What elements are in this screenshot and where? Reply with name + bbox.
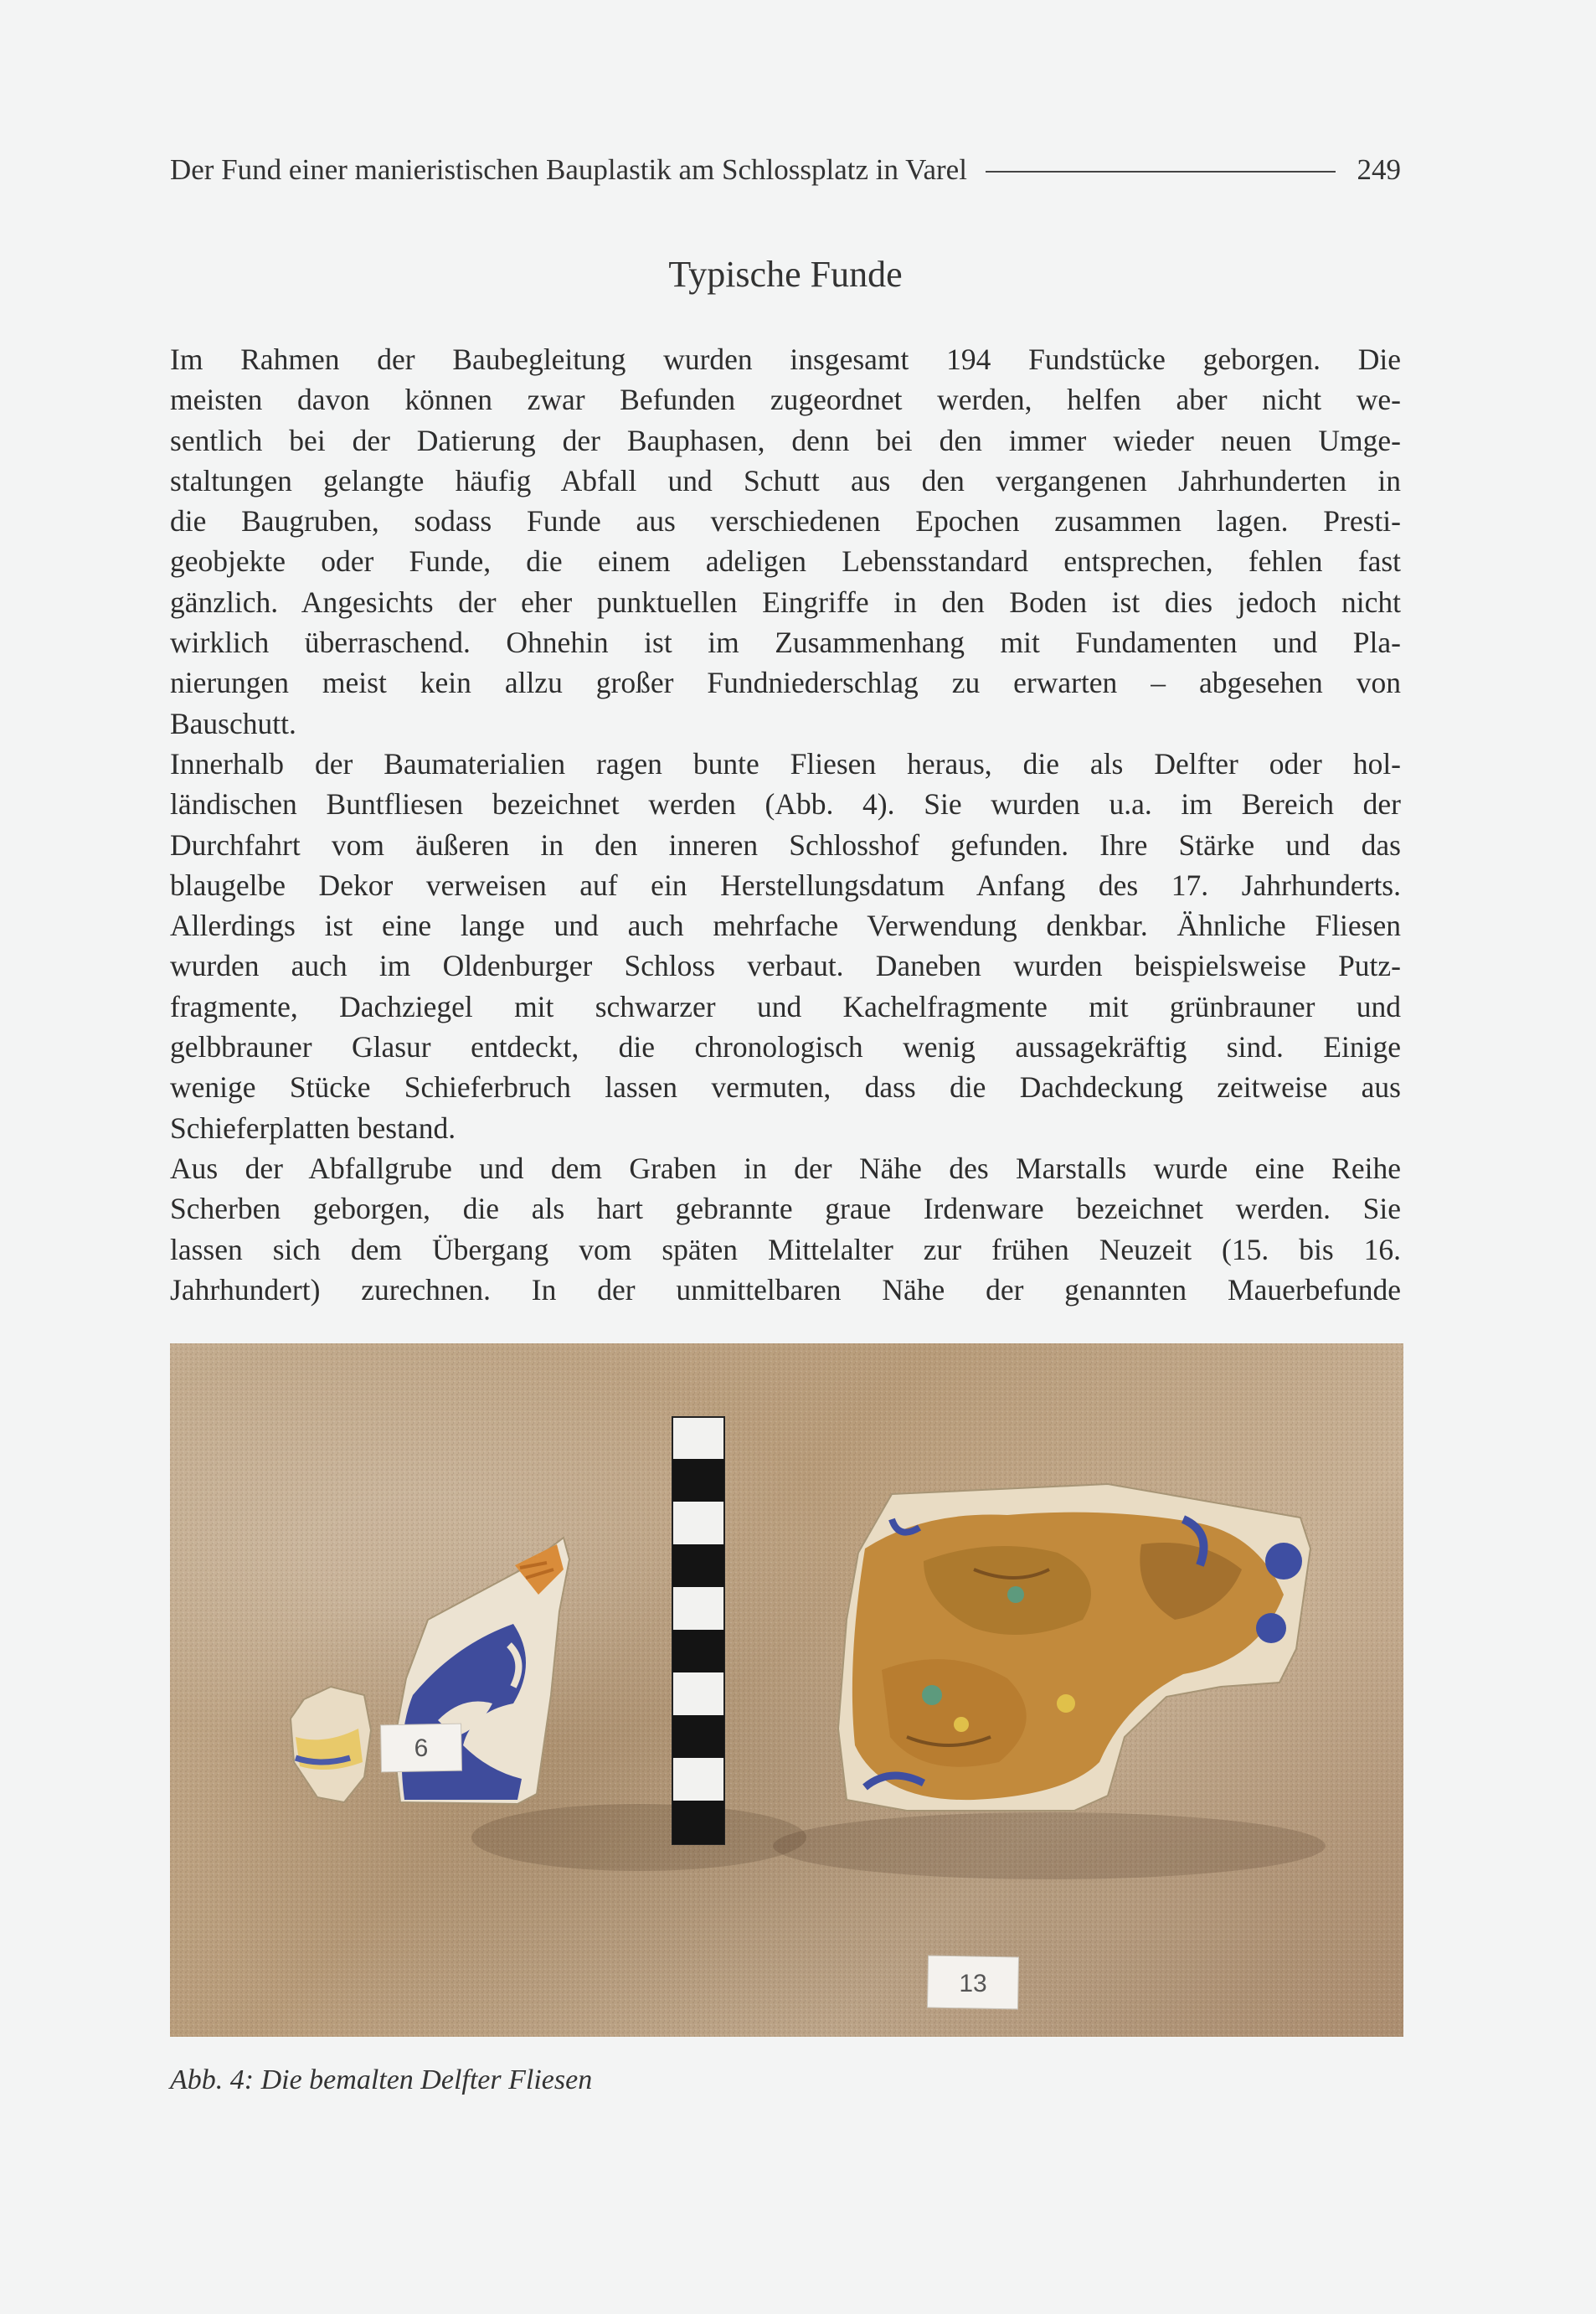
find-label-13 — [927, 1956, 1018, 2009]
text-line: Im Rahmen der Baubegleitung wurden insgesamt 194 Fundstücke geborgen. Die — [170, 343, 1401, 376]
header-rule — [986, 171, 1336, 173]
text-line: Schieferplatten bestand. — [170, 1111, 456, 1145]
section-title: Typische Funde — [668, 254, 903, 295]
text-line: Durchfahrt vom äußeren in den inneren Schlosshof gefunden. Ihre Stärke und das — [170, 827, 1401, 862]
scale-bar — [672, 1417, 724, 1844]
text-line: meisten davon können zwar Befunden zugeordnet werden, helfen aber nicht we- — [170, 383, 1401, 417]
text-line: Innerhalb der Baumaterialien ragen bunte Fliesen heraus, die als Delfter oder hol- — [170, 746, 1401, 781]
running-title: Der Fund einer manieristischen Bauplastik am Schlossplatz in Varel — [170, 153, 967, 186]
text-line: ländischen Buntfliesen bezeichnet werden (Abb. 4). Sie wurden u.a. im Bereich der — [170, 787, 1401, 822]
text-line: nierungen meist kein allzu großer Fundniederschlag zu erwarten – abgesehen von — [170, 666, 1401, 700]
text-line: Scherben geborgen, die als hart gebrannte graue Irdenware bezeichnet werden. Sie — [170, 1192, 1401, 1226]
text-line: wurden auch im Oldenburger Schloss verbaut. Daneben wurden beispielsweise Putz- — [170, 949, 1401, 983]
text-line: sentlich bei der Datierung der Bauphasen, denn bei den immer wieder neuen Umge- — [170, 423, 1401, 457]
tile-fragments-photo — [170, 1343, 1403, 2037]
text-line: lassen sich dem Übergang vom späten Mittelalter zur frühen Neuzeit (15. bis 16. — [170, 1232, 1401, 1266]
text-line: die Baugruben, sodass Funde aus verschiedenen Epochen zusammen lagen. Presti- — [170, 504, 1401, 539]
text-line: gelbbrauner Glasur entdeckt, die chronologisch wenig aussagekräftig sind. Einige — [170, 1030, 1401, 1064]
running-header — [170, 149, 1401, 191]
page-number: 249 — [1357, 153, 1401, 186]
text-line: Jahrhundert) zurechnen. In der unmittelbaren Nähe der genannten Mauerbefunde — [170, 1272, 1401, 1306]
figure-caption: Abb. 4: Die bemalten Delfter Fliesen — [170, 2064, 593, 2095]
text-line: Aus der Abfallgrube und dem Graben in der Nähe des Marstalls wurde eine Reihe — [170, 1151, 1401, 1185]
text-line: Bauschutt. — [170, 706, 296, 740]
text-line: blaugelbe Dekor verweisen auf ein Herstellungsdatum Anfang des 17. Jahrhunderts. — [170, 868, 1401, 902]
figure-photo — [170, 1343, 1403, 2037]
body-text — [170, 339, 1401, 1310]
text-line: staltungen gelangte häufig Abfall und Schutt aus den vergangenen Jahrhunderten in — [170, 463, 1401, 497]
text-line: wirklich überraschend. Ohnehin ist im Zusammenhang mit Fundamenten und Pla- — [170, 626, 1401, 660]
text-line: fragmente, Dachziegel mit schwarzer und Kachelfragmente mit grünbrauner und — [170, 989, 1401, 1023]
text-line: geobjekte oder Funde, die einem adeligen Lebensstandard entsprechen, fehlen fast — [170, 544, 1401, 579]
text-line: gänzlich. Angesichts der eher punktuellen Eingriffe in den Boden ist dies jedoch nicht — [170, 585, 1401, 619]
text-line: Allerdings ist eine lange und auch mehrfache Verwendung denkbar. Ähnliche Fliesen — [170, 909, 1401, 943]
label-text-13: 13 — [959, 1970, 987, 1997]
find-label-6 — [381, 1724, 462, 1772]
text-line: wenige Stücke Schieferbruch lassen vermuten, dass die Dachdeckung zeitweise aus — [170, 1070, 1401, 1105]
label-text-6: 6 — [414, 1734, 429, 1762]
